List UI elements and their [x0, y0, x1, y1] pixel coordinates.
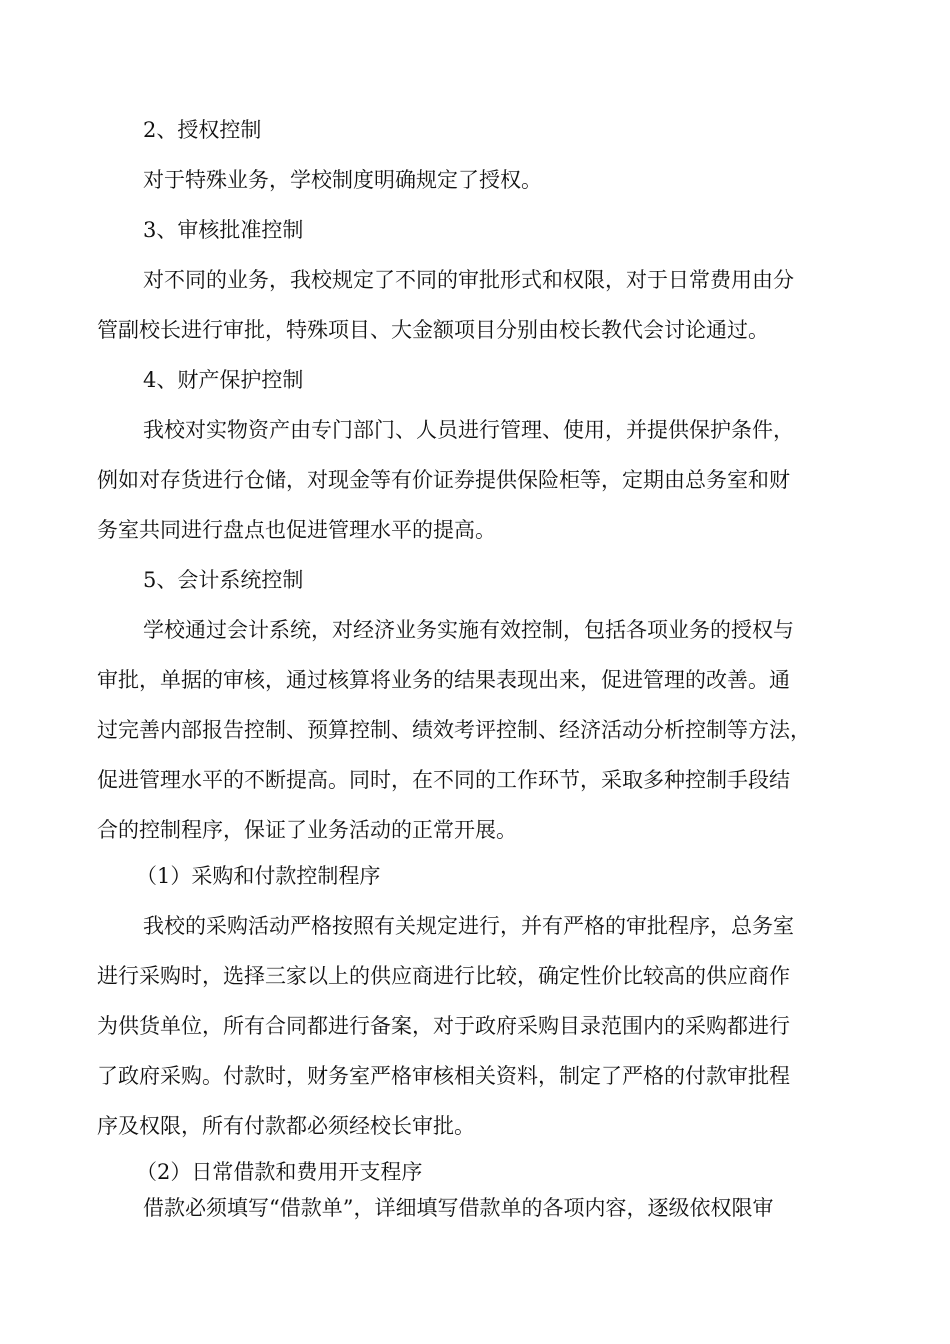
heading-property-protection-control: 4、财产保护控制 — [143, 368, 304, 392]
paragraph-line: 促进管理水平的不断提高。同时，在不同的工作环节，采取多种控制手段结 — [97, 768, 790, 792]
paragraph-line: 为供货单位，所有合同都进行备案，对于政府采购目录范围内的采购都进行 — [97, 1014, 790, 1038]
paragraph-line: 对于特殊业务，学校制度明确规定了授权。 — [143, 168, 542, 192]
paragraph-line: 管副校长进行审批，特殊项目、大金额项目分别由校长教代会讨论通过。 — [97, 318, 769, 342]
heading-approval-control: 3、审核批准控制 — [143, 218, 304, 242]
paragraph-line: 学校通过会计系统，对经济业务实施有效控制，包括各项业务的授权与 — [143, 618, 794, 642]
paragraph-line: 务室共同进行盘点也促进管理水平的提高。 — [97, 518, 496, 542]
heading-accounting-system-control: 5、会计系统控制 — [143, 568, 304, 592]
heading-authorization-control: 2、授权控制 — [143, 118, 262, 142]
paragraph-line: 审批，单据的审核，通过核算将业务的结果表现出来，促进管理的改善。通 — [97, 668, 790, 692]
paragraph-line: 合的控制程序，保证了业务活动的正常开展。 — [97, 818, 517, 842]
paragraph-line: 过完善内部报告控制、预算控制、绩效考评控制、经济活动分析控制等方法， — [97, 718, 811, 742]
paragraph-line: 我校对实物资产由专门部门、人员进行管理、使用，并提供保护条件， — [143, 418, 794, 442]
paragraph-line: 例如对存货进行仓储，对现金等有价证券提供保险柜等，定期由总务室和财 — [97, 468, 790, 492]
paragraph-line: 进行采购时，选择三家以上的供应商进行比较，确定性价比较高的供应商作 — [97, 964, 790, 988]
paragraph-line: 序及权限，所有付款都必须经校长审批。 — [97, 1114, 475, 1138]
heading-purchase-payment-procedure: （1）采购和付款控制程序 — [136, 864, 381, 888]
paragraph-line: 借款必须填写“借款单”，详细填写借款单的各项内容，逐级依权限审 — [143, 1196, 774, 1220]
paragraph-line: 我校的采购活动严格按照有关规定进行，并有严格的审批程序，总务室 — [143, 914, 794, 938]
paragraph-line: 对不同的业务，我校规定了不同的审批形式和权限，对于日常费用由分 — [143, 268, 794, 292]
heading-loan-expense-procedure: （2）日常借款和费用开支程序 — [136, 1160, 423, 1184]
paragraph-line: 了政府采购。付款时，财务室严格审核相关资料，制定了严格的付款审批程 — [97, 1064, 790, 1088]
